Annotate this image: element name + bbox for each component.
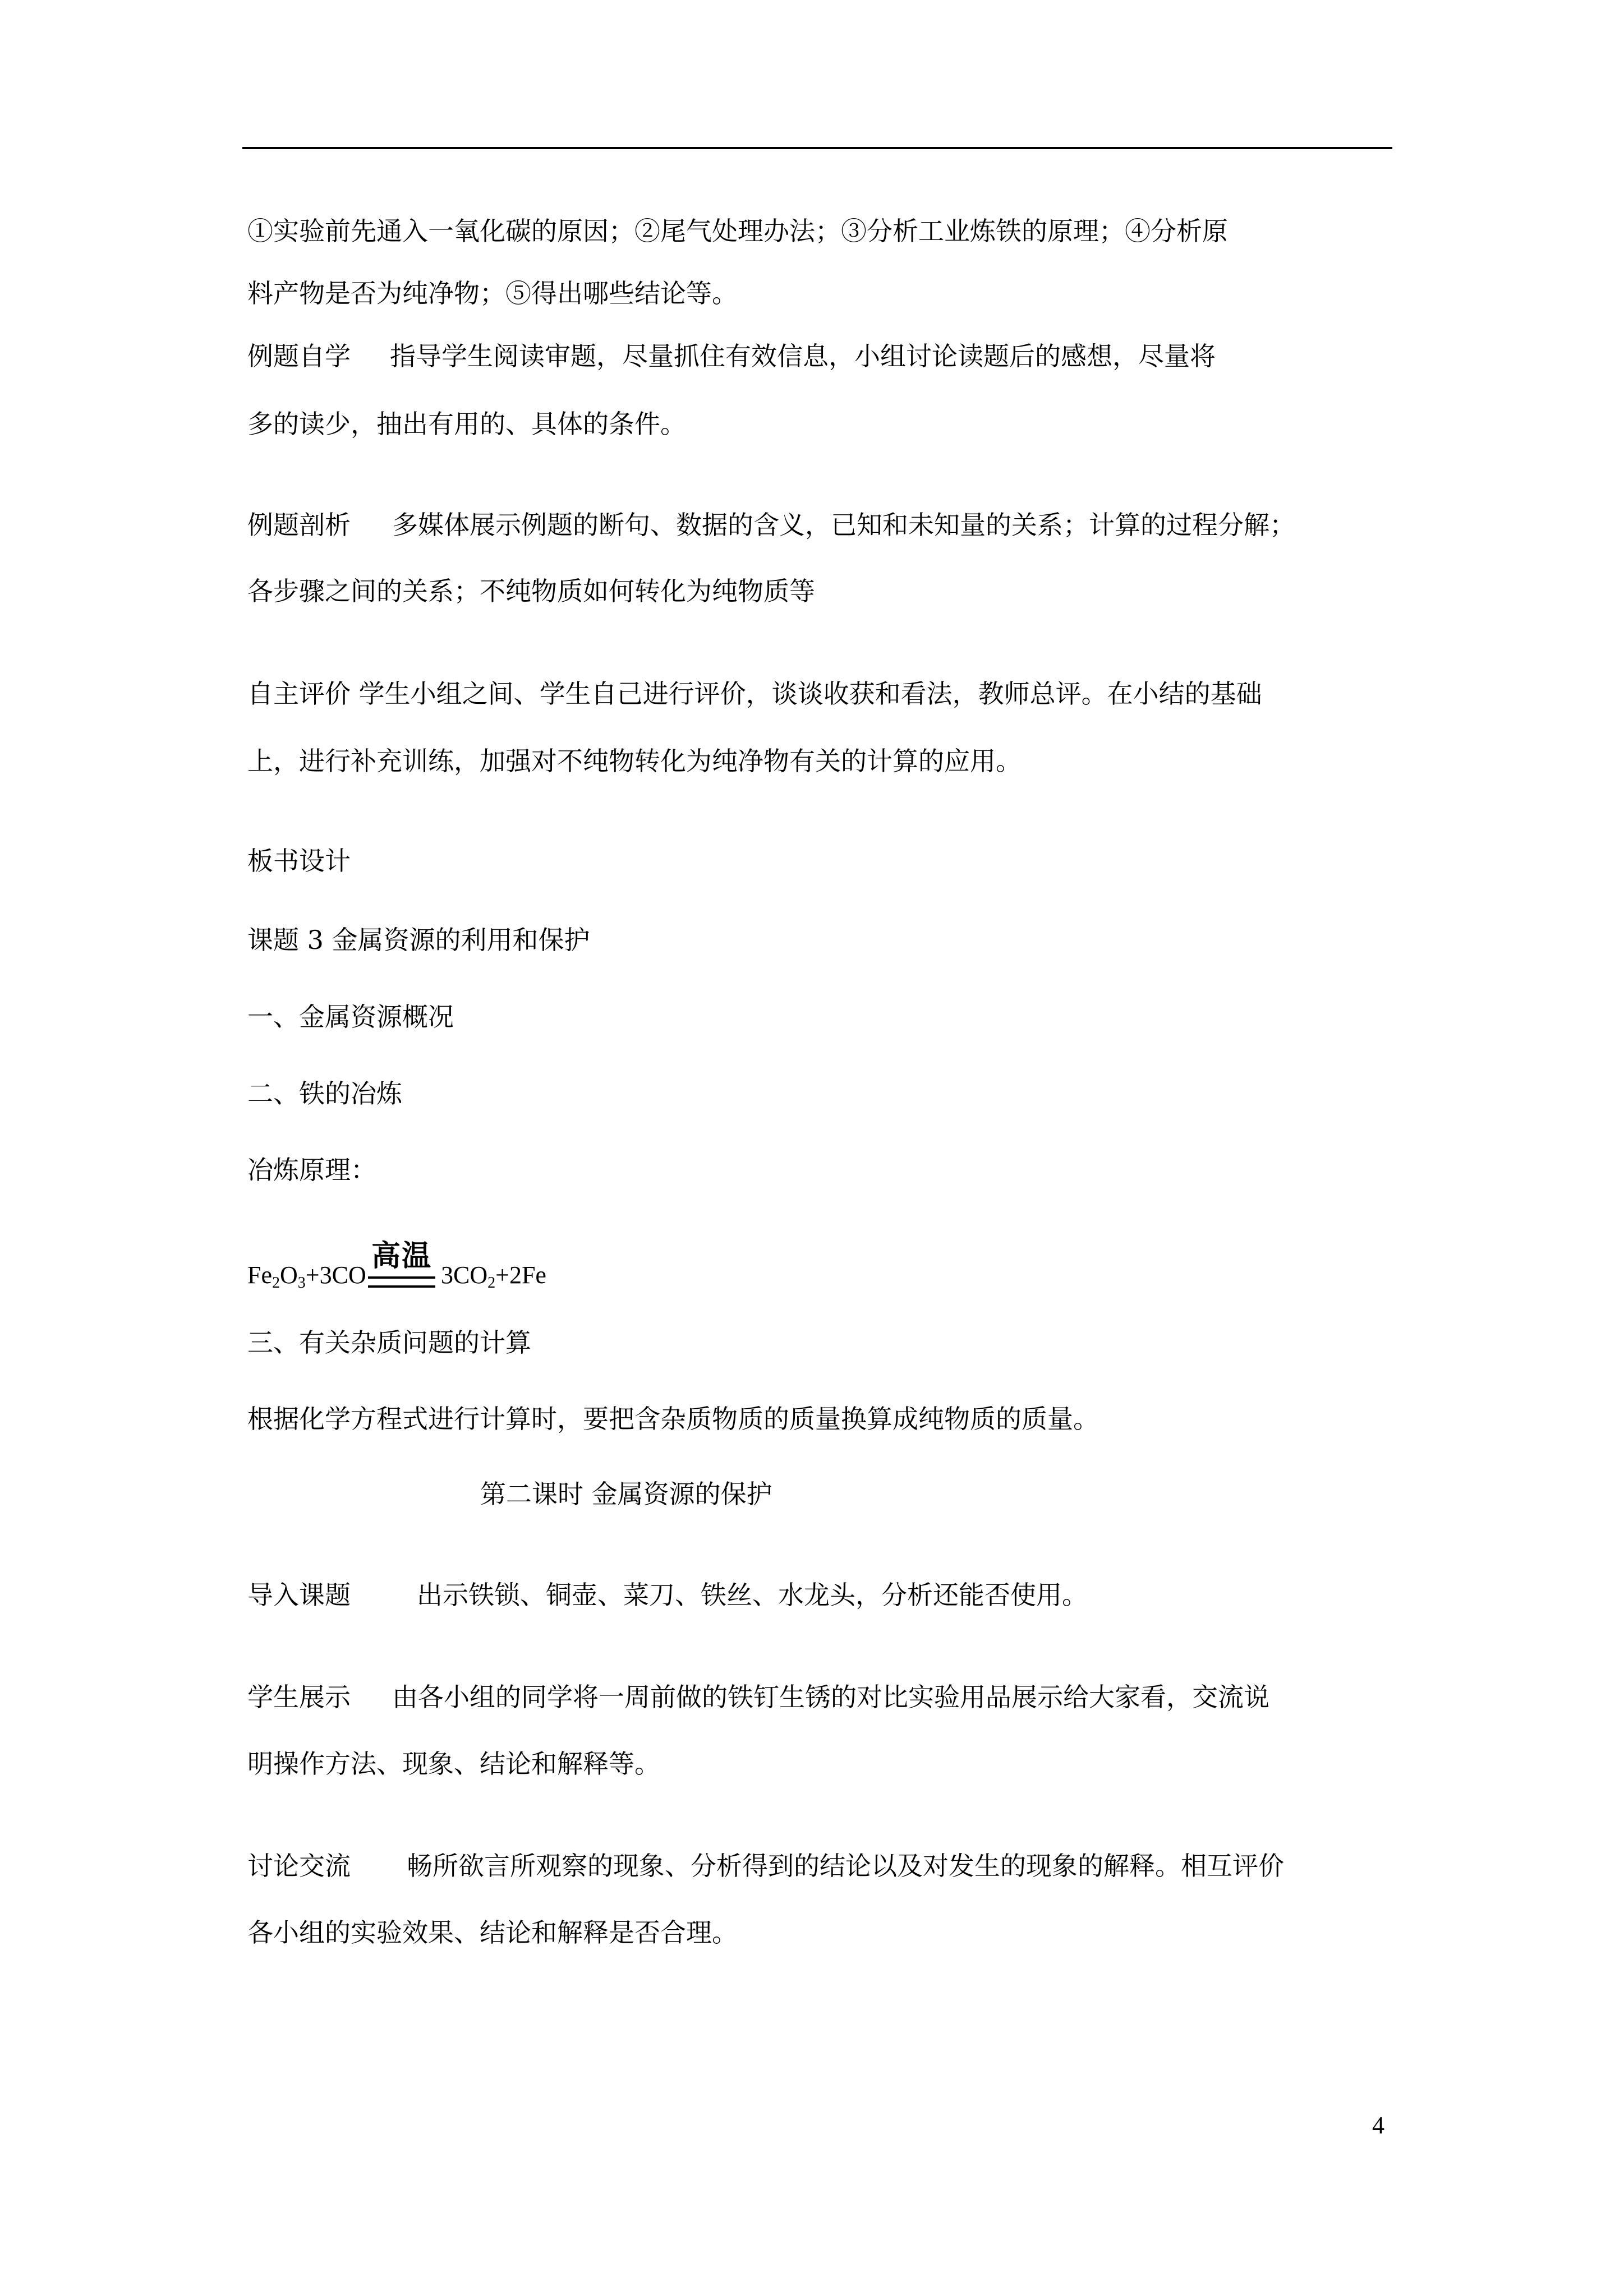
text-smelting-principle: 冶炼原理：: [247, 1155, 376, 1185]
paragraph-example-analysis: [247, 508, 1295, 542]
section-label: 学生展示: [247, 1682, 351, 1712]
section-body: 由各小组的同学将一周前做的铁钉生锈的对比实验用品展示给大家看，交流说: [392, 1682, 1269, 1712]
text-line: 各小组的实验效果、结论和解释是否合理。: [247, 1917, 738, 1948]
heading-board-design: 板书设计: [247, 846, 351, 876]
section-body: 出示铁锁、铜壶、菜刀、铁丝、水龙头，分析还能否使用。: [417, 1580, 1088, 1610]
text-line: 明操作方法、现象、结论和解释等。: [247, 1749, 660, 1779]
paragraph-introduce-topic: [247, 1578, 1088, 1612]
text-line: 多的读少，抽出有用的、具体的条件。: [247, 409, 686, 439]
paragraph-discussion: [247, 1849, 1284, 1883]
heading-second-lesson: 第二课时 金属资源的保护: [480, 1479, 772, 1509]
heading-section-3: 三、有关杂质问题的计算: [247, 1327, 531, 1358]
section-label: 例题剖析: [247, 510, 351, 540]
paragraph-example-self-study: [247, 339, 1216, 373]
heading-section-1: 一、金属资源概况: [247, 1002, 454, 1032]
header-rule: [242, 147, 1392, 149]
equation-products: $3CO_2+2Fe$: [441, 1261, 546, 1292]
text-line: 自主评价 学生小组之间、学生自己进行评价，谈谈收获和看法，教师总评。在小结的基础: [247, 679, 1262, 709]
text-line: 根据化学方程式进行计算时，要把含杂质物质的质量换算成纯物质的质量。: [247, 1404, 1099, 1434]
text-line: ①实验前先通入一氧化碳的原因；②尾气处理办法；③分析工业炼铁的原理；④分析原: [247, 216, 1228, 246]
paragraph-student-display: [247, 1680, 1269, 1714]
heading-lesson-title: 课题 3 金属资源的利用和保护: [247, 925, 590, 955]
section-body: 畅所欲言所观察的现象、分析得到的结论以及对发生的现象的解释。相互评价: [407, 1851, 1284, 1881]
equals-sign: [368, 1276, 435, 1288]
text-line: 各步骤之间的关系；不纯物质如何转化为纯物质等: [247, 576, 815, 606]
equation-reactants: $Fe_2O_3+3CO$: [247, 1261, 366, 1292]
section-body: 指导学生阅读审题，尽量抓住有效信息，小组讨论读题后的感想，尽量将: [390, 341, 1216, 371]
section-label: 讨论交流: [247, 1851, 351, 1881]
text-line: 上，进行补充训练，加强对不纯物转化为纯净物有关的计算的应用。: [247, 746, 1022, 776]
section-body: 多媒体展示例题的断句、数据的含义，已知和未知量的关系；计算的过程分解；: [392, 510, 1295, 540]
reaction-condition: 高温: [368, 1239, 435, 1288]
heading-section-2: 二、铁的冶炼: [247, 1078, 402, 1109]
section-label: 例题自学: [247, 341, 351, 371]
text-line: 料产物是否为纯净物；⑤得出哪些结论等。: [247, 278, 738, 308]
section-label: 导入课题: [247, 1580, 351, 1610]
page-number: 4: [1372, 2111, 1384, 2139]
